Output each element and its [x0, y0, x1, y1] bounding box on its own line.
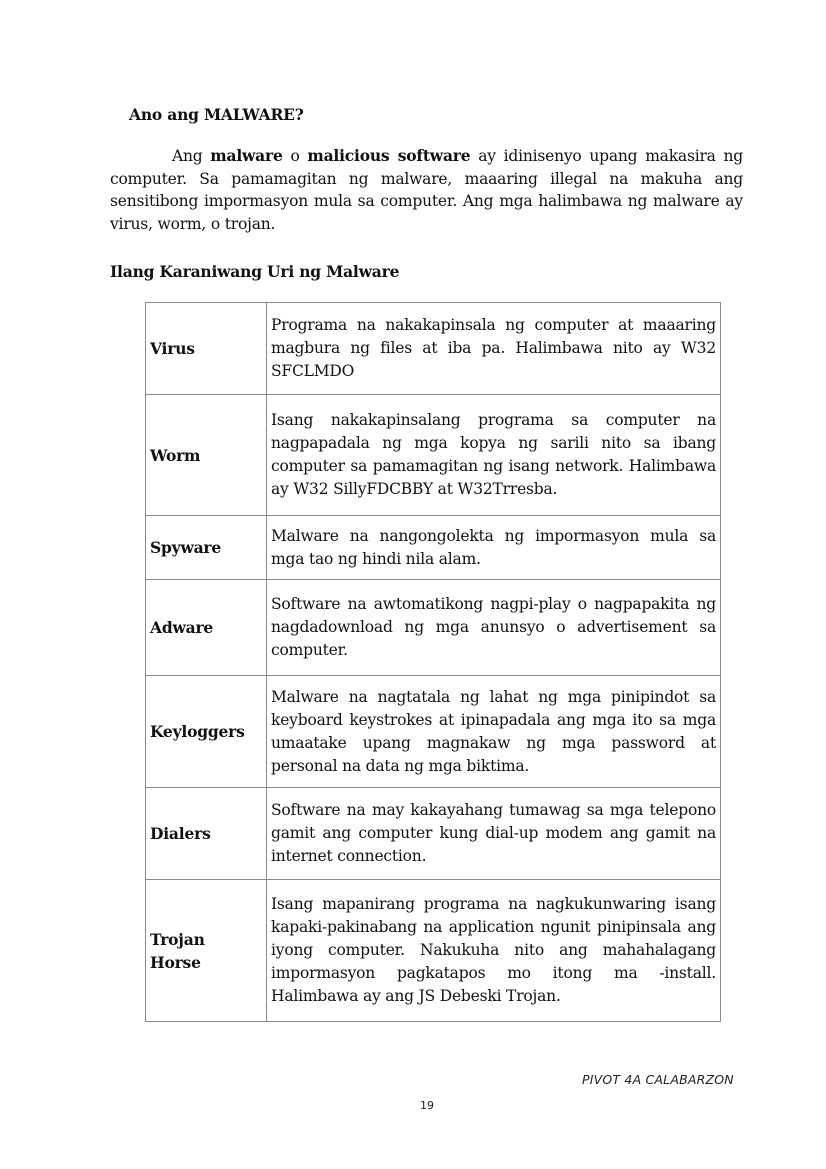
malware-description: Software na awtomatikong nagpi-play o nagpapakita ng nagdadownload ng mga anunsyo o advertisement sa computer.: [267, 580, 721, 676]
malware-description: Software na may kakayahang tumawag sa mga telepono gamit ang computer kung dial-up modem ang gamit na internet connection.: [267, 788, 721, 880]
malware-term: Worm: [146, 395, 267, 516]
malware-description: Programa na nakakapinsala ng computer at maaaring magbura ng files at iba pa. Halimbawa nito ay W32 SFCLMDO: [267, 303, 721, 395]
footer-label: PIVOT 4A CALABARZON: [582, 1072, 734, 1087]
malware-description: Isang nakakapinsalang programa sa computer na nagpapadala ng mga kopya ng sarili nito sa ibang computer sa pamamagitan ng isang network. Halimbawa ay W32 SillyFDCBBY at W32Trresba.: [267, 395, 721, 516]
malware-description: Malware na nagtatala ng lahat ng mga pinipindot sa keyboard keystrokes at ipinapadala ang mga ito sa mga umaatake upang magnakaw ng mga password at personal na data ng mga biktima.: [267, 676, 721, 788]
page-heading: Ano ang MALWARE?: [129, 105, 304, 124]
malware-description: Isang mapanirang programa na nagkukunwaring isang kapaki-pakinabang na application ngunit pinipinsala ang iyong computer. Nakukuha nito ang mahahalagang impormasyon pagkatapos mo itong ma -install. Halimbawa ay ang JS Debeski Trojan.: [267, 880, 721, 1022]
table-row: [146, 580, 721, 676]
term-malicious-software: malicious software: [307, 146, 471, 165]
table-row: [146, 788, 721, 880]
malware-term: Keyloggers: [146, 676, 267, 788]
table-row: [146, 395, 721, 516]
malware-term: Dialers: [146, 788, 267, 880]
term-malware: malware: [210, 146, 283, 165]
section-title: Ilang Karaniwang Uri ng Malware: [110, 262, 400, 281]
table-row: [146, 676, 721, 788]
malware-types-table: [145, 302, 721, 1022]
malware-term: [146, 880, 267, 1022]
table-row: [146, 880, 721, 1022]
malware-term: Virus: [146, 303, 267, 395]
term-line-1: Trojan: [150, 929, 205, 949]
malware-description: Malware na nangongolekta ng impormasyon mula sa mga tao ng hindi nila alam.: [267, 516, 721, 580]
intro-paragraph: [110, 145, 743, 235]
intro-rest: ay idinisenyo upang makasira ng computer. Sa pamamagitan ng malware, maaaring illegal na makuha ang sensitibong impormasyon mula sa computer. Ang mga halimbawa ng malware ay virus, worm, o trojan.: [110, 147, 744, 233]
intro-mid: o: [282, 147, 308, 165]
malware-term: Adware: [146, 580, 267, 676]
intro-lead: Ang: [172, 147, 211, 165]
table-row: [146, 303, 721, 395]
page-number: 19: [420, 1099, 434, 1112]
table-row: [146, 516, 721, 580]
malware-term: Spyware: [146, 516, 267, 580]
term-line-2: Horse: [150, 952, 201, 972]
